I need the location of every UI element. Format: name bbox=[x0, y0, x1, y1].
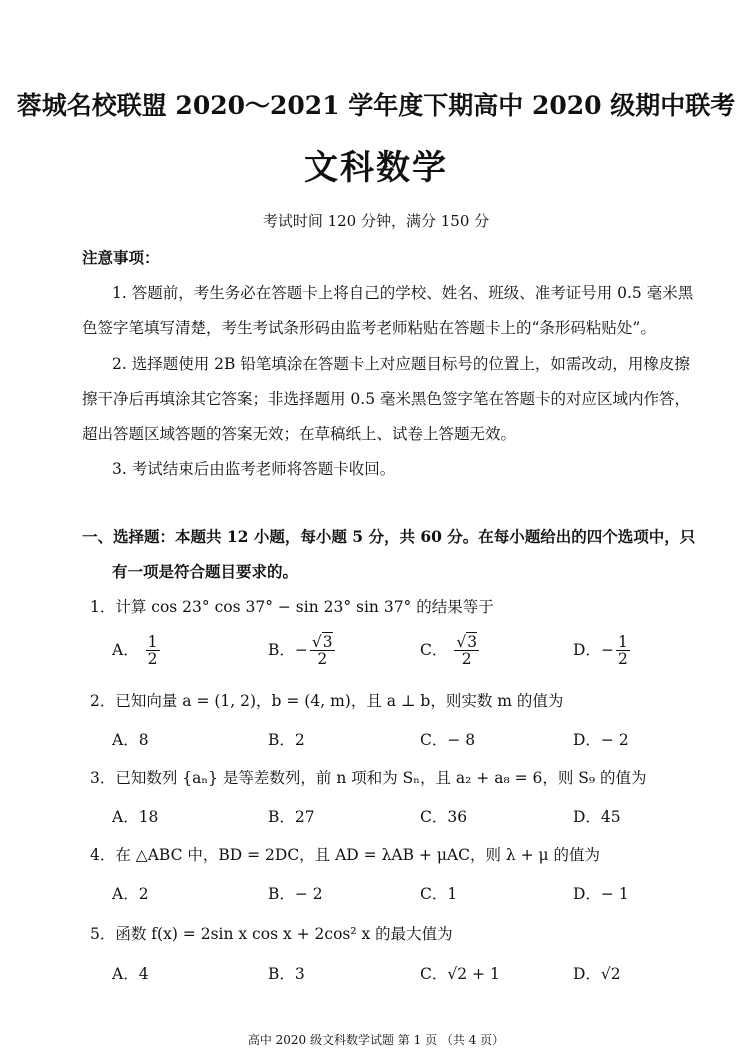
section-heading: 一、选择题：本题共 12 小题，每小题 5 分，共 60 分。在每小题给出的四个选项中，只 bbox=[82, 527, 696, 546]
option-d: D．45 bbox=[573, 808, 621, 826]
section-heading-cont: 有一项是符合题目要求的。 bbox=[112, 562, 299, 581]
option-d: D．− 1 bbox=[573, 885, 629, 903]
option-letter: C． bbox=[420, 640, 448, 659]
option-b: B．3 bbox=[268, 965, 305, 983]
option-a bbox=[112, 634, 162, 668]
option-c: C．− 8 bbox=[420, 731, 476, 749]
exam-title: 蓉城名校联盟 2020～2021 学年度下期高中 2020 级期中联考 bbox=[16, 91, 736, 120]
subject-title: 文科数学 bbox=[304, 148, 448, 188]
option-b: B．− 2 bbox=[268, 885, 323, 903]
question-stem: 3．已知数列 {aₙ} 是等差数列，前 n 项和为 Sₙ，且 a₂ + a₈ = 6，则 S₉ 的值为 bbox=[90, 769, 647, 787]
fraction: $\frac{√3}{2}$ bbox=[456, 633, 478, 669]
note-line: 擦干净后再填涂其它答案；非选择题用 0.5 毫米黑色签字笔在答题卡的对应区域内作答， bbox=[82, 390, 691, 408]
notes-heading: 注意事项： bbox=[82, 248, 160, 267]
option-a: A．8 bbox=[112, 731, 149, 749]
option-b: B．27 bbox=[268, 808, 315, 826]
option-d: D．− $\frac{1}{2}$ bbox=[573, 633, 628, 669]
option-c: C．√2 + 1 bbox=[420, 965, 500, 983]
note-line: 超出答题区域答题的答案无效；在草稿纸上、试卷上答题无效。 bbox=[82, 425, 517, 443]
option-a: A．2 bbox=[112, 885, 149, 903]
option-d: D．− 2 bbox=[573, 731, 629, 749]
fraction: $\frac{√3}{2}$ bbox=[311, 633, 333, 669]
option-b: B．2 bbox=[268, 731, 305, 749]
question-stem: 4．在 △ABC 中，BD = 2DC，且 AD = λAB + μAC，则 λ + μ 的值为 bbox=[90, 846, 601, 864]
option-d: D．√2 bbox=[573, 965, 621, 983]
note-line: 色签字笔填写清楚，考生考试条形码由监考老师粘贴在答题卡上的“条形码粘贴处”。 bbox=[82, 319, 656, 337]
option-letter: A． bbox=[112, 640, 139, 659]
exam-info: 考试时间 120 分钟，满分 150 分 bbox=[262, 212, 490, 230]
note-line: 3. 考试结束后由监考老师将答题卡收回。 bbox=[112, 460, 396, 478]
question-stem: 1．计算 cos 23° cos 37° − sin 23° sin 37° 的结果等于 bbox=[90, 598, 494, 616]
option-b: B．− $\frac{√3}{2}$ bbox=[268, 633, 333, 669]
question-stem: 5．函数 f(x) = 2sin x cos x + 2cos² x 的最大值为 bbox=[90, 925, 453, 943]
note-line: 1. 答题前，考生务必在答题卡上将自己的学校、姓名、班级、准考证号用 0.5 毫米黑 bbox=[112, 284, 694, 302]
question-stem: 2．已知向量 a = (1, 2)，b = (4, m)，且 a ⊥ b，则实数 m 的值为 bbox=[90, 692, 564, 710]
option-c bbox=[420, 634, 481, 668]
fraction: $\frac{1}{2}$ bbox=[617, 633, 628, 669]
fraction: $\frac{1}{2}$ bbox=[147, 633, 158, 669]
option-c: C．36 bbox=[420, 808, 468, 826]
option-a: A．18 bbox=[112, 808, 159, 826]
option-letter: D． bbox=[573, 640, 601, 659]
option-c: C．1 bbox=[420, 885, 458, 903]
page-footer: 高中 2020 级文科数学试题 第 1 页 （共 4 页） bbox=[247, 1033, 505, 1047]
note-line: 2. 选择题使用 2B 铅笔填涂在答题卡上对应题目标号的位置上，如需改动，用橡皮擦 bbox=[112, 355, 690, 373]
option-letter: B． bbox=[268, 640, 295, 659]
option-a: A．4 bbox=[112, 965, 149, 983]
